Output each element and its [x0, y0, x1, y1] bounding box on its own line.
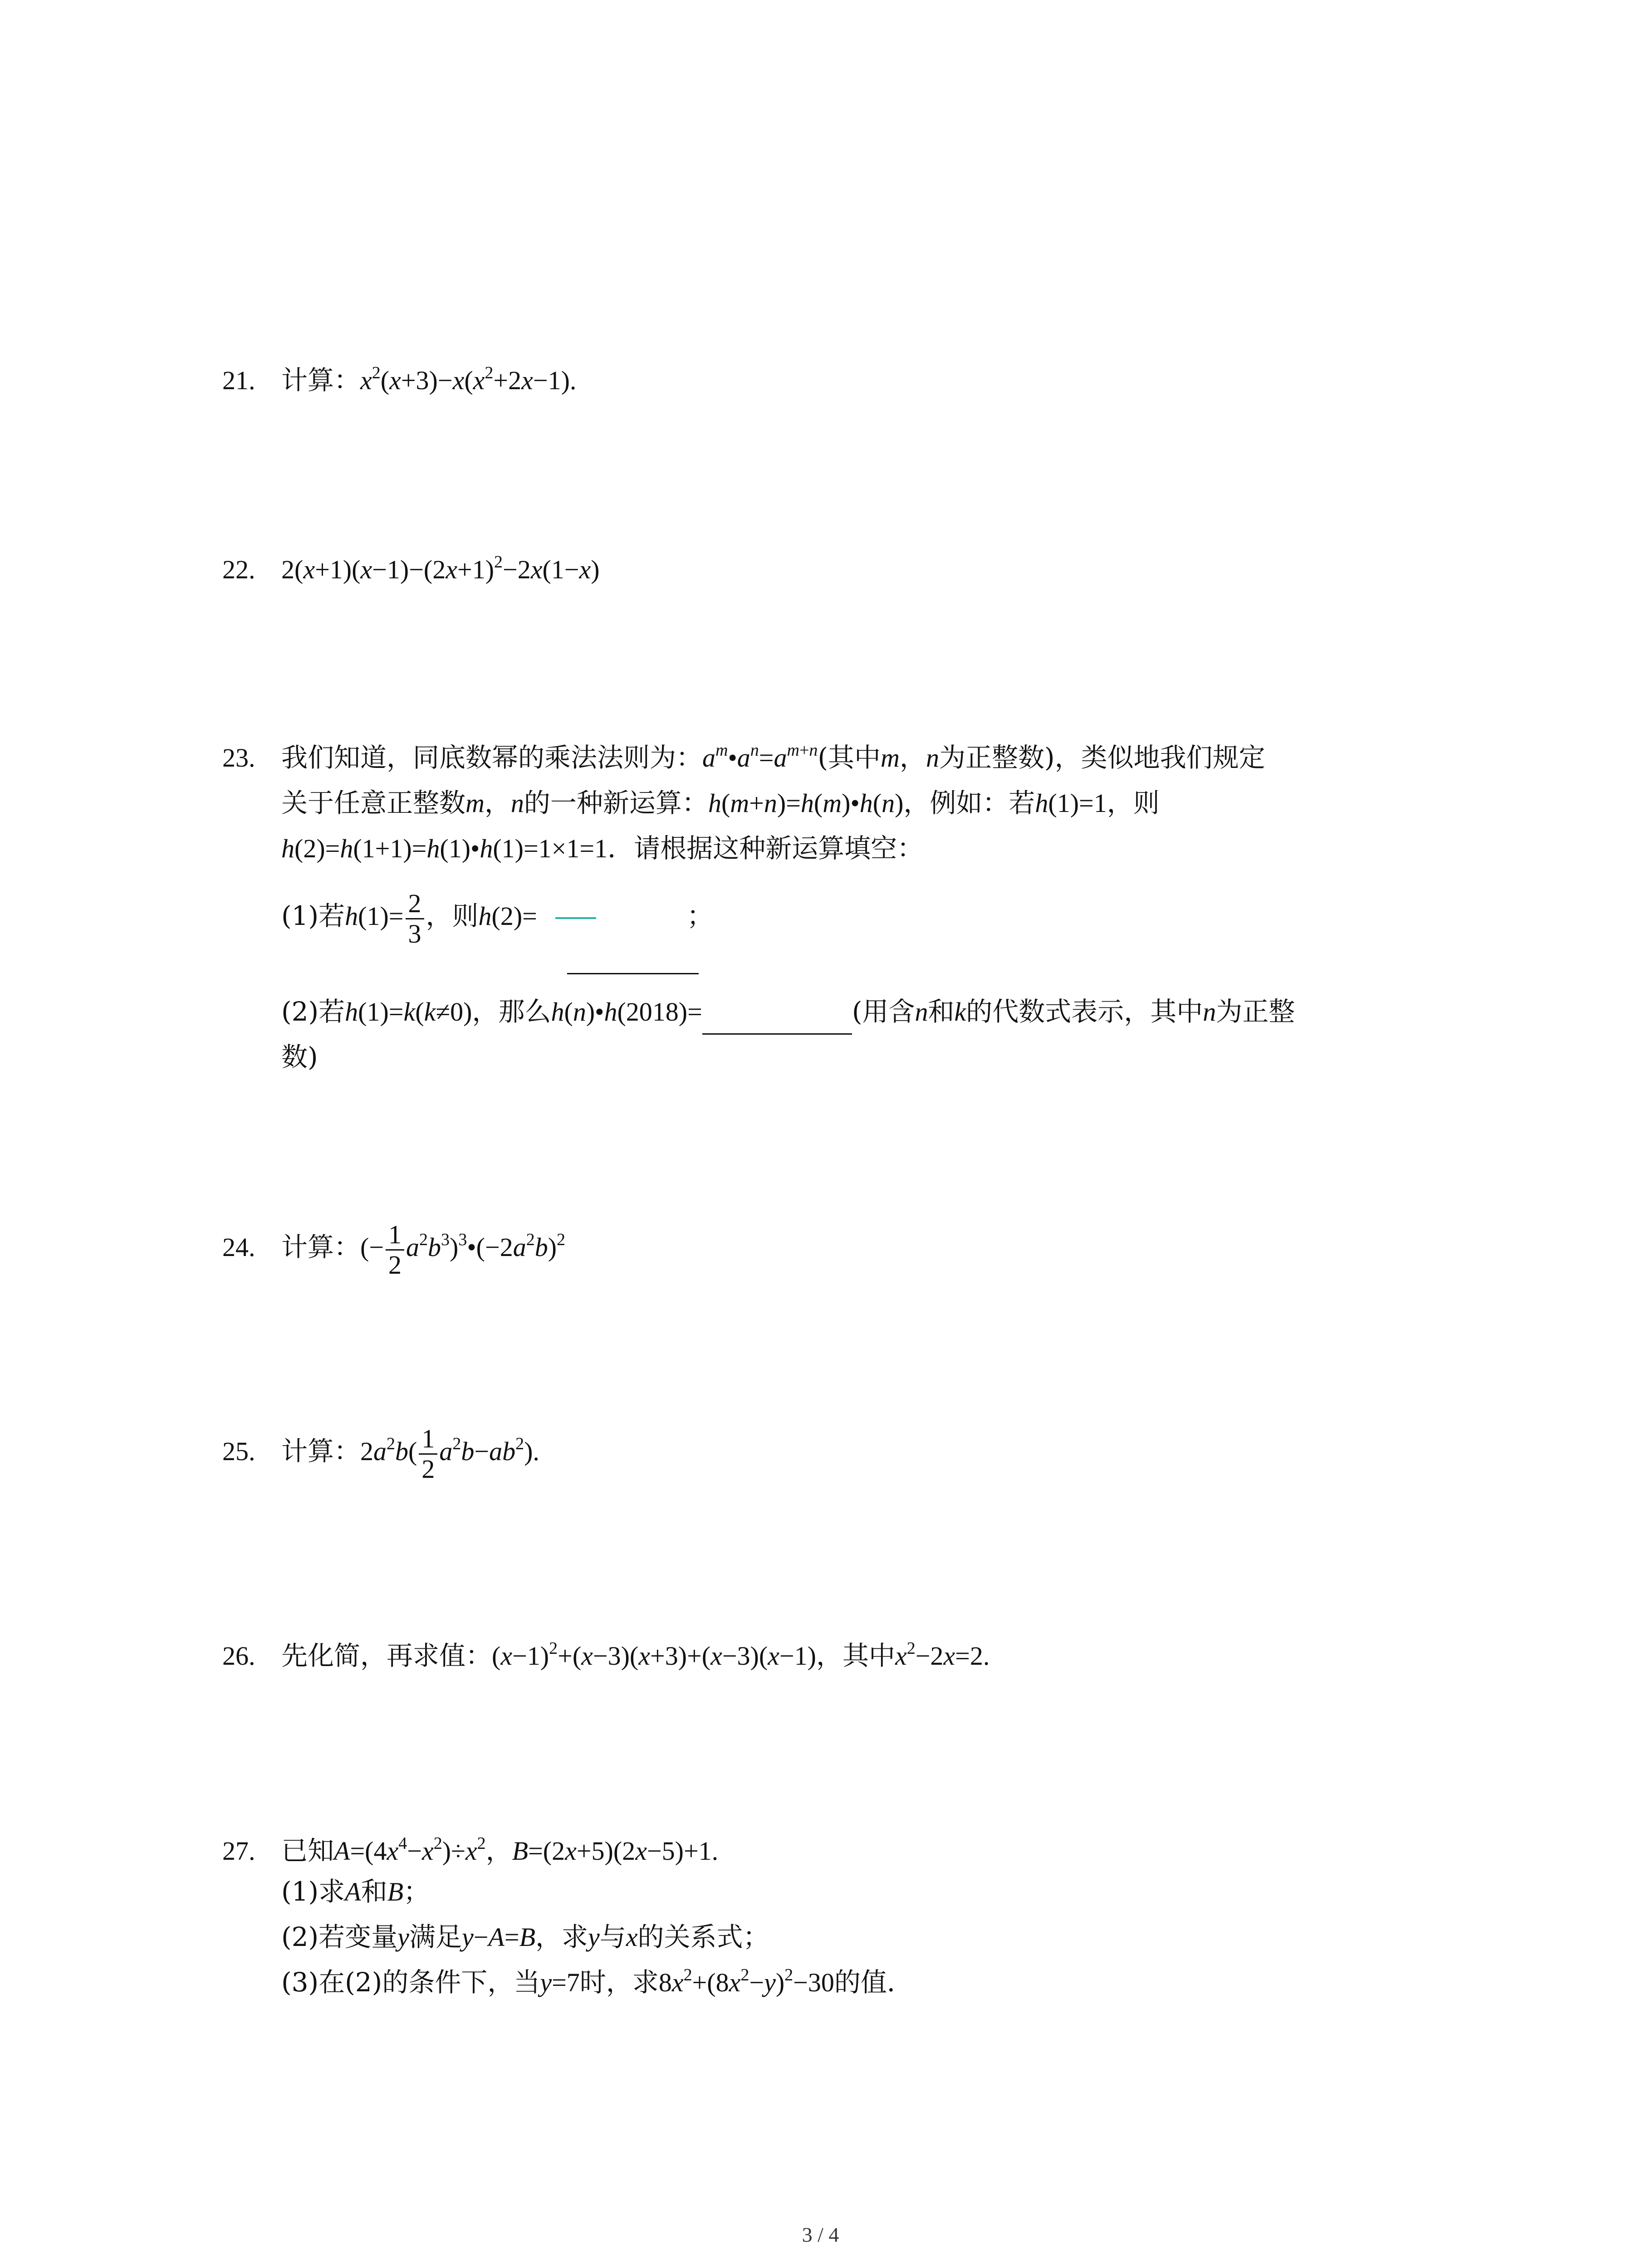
answer-dash [555, 917, 596, 919]
question-21 [222, 357, 576, 403]
question-text: ．请根据这种新运算填空： [607, 833, 924, 864]
question-number: 25. [222, 1436, 255, 1466]
answer-blank-2[interactable] [702, 1006, 852, 1035]
question-text: 我们知道，同底数幂的乘法法则为： [281, 742, 703, 773]
formula: $a^m•a^n=a^{m+n}$ [702, 741, 818, 772]
formula: h(2)=h(1+1)=h(1)•h(1)=1×1=1 [281, 834, 608, 863]
question-lead: 计算： [281, 1231, 361, 1262]
question-text: 的代数式表示，其中 [966, 996, 1203, 1027]
question-23-part-2: (2)若h(1)=k(k≠0)，那么h(n)•h(2018)= (用含n和k的代数式表示，其中n为正整 [281, 989, 1295, 1035]
question-text: ，则 [1107, 787, 1160, 818]
fraction: $\frac{1}{2}$ [419, 1424, 437, 1484]
formula: y−A=B [461, 1922, 535, 1952]
question-24 [222, 1220, 565, 1280]
question-lead: 已知 [281, 1835, 334, 1866]
question-number: 27. [222, 1836, 255, 1866]
question-lead: 先化简，再求值： [281, 1640, 492, 1671]
part-label: (3)在(2)的条件下，当 [281, 1967, 540, 1998]
question-23-line-2: 关于任意正整数m，n的一种新运算：h(m+n)=h(m)•h(n)，例如：若h(1)=1，则 [281, 787, 1160, 818]
question-23: 23. 我们知道，同底数幂的乘法法则为：$a^m•a^n=a^{m+n}$(其中m，n为正整数)，类似地我们规定 [222, 735, 1265, 781]
formula: h(2)= [478, 901, 537, 931]
formula: $2a^2b$( $\frac{1}{2}$ $a^2b-ab^2$). [360, 1424, 539, 1484]
question-number: 22. [222, 555, 255, 584]
question-text: ； [403, 1876, 430, 1907]
question-text: 的值． [834, 1967, 913, 1998]
question-text: 的关系式； [637, 1921, 769, 1952]
formula: $A=(4x^4-x^2)\div x^2$，B=(2x+5)(2x−5)+1. [334, 1834, 719, 1866]
question-number: 24. [222, 1232, 255, 1262]
formula: $x^2(x+3)-x(x^2+2x-1)$. [360, 363, 577, 395]
part-label: (2)若 [281, 996, 345, 1027]
question-text: ，求 [535, 1921, 588, 1952]
formula: (− $\frac{1}{2}$ $a^2b^3)^3•(-2a^2b)^2$ [360, 1220, 566, 1280]
part-label: (1)求 [281, 1876, 345, 1907]
formula: $(x-1)^2+(x-3)(x+3)+(x-3)(x-1)$ [492, 1639, 816, 1671]
question-text: 满足 [409, 1921, 462, 1952]
question-text: (用含 [852, 996, 915, 1027]
page-number: 3 / 4 [802, 2223, 839, 2246]
question-23-part-1 [281, 889, 713, 948]
question-text: (其中 [818, 742, 881, 773]
part-label: (1)若 [281, 900, 345, 931]
question-text: 数) [281, 1041, 318, 1072]
question-27-part-2: (2)若变量y满足y−A=B，求y与x的关系式； [281, 1921, 769, 1952]
question-text: ，那么 [472, 996, 551, 1027]
formula: h(1)=1 [1035, 788, 1107, 818]
question-27 [222, 1828, 718, 1874]
question-23-part-2-line-2 [281, 1034, 318, 1080]
question-22 [222, 547, 600, 592]
question-text: 关于任意正整数 [281, 787, 466, 818]
question-27-part-1: (1)求A和B； [281, 1876, 430, 1907]
question-text: ，其中 [816, 1640, 895, 1671]
part-label: (2)若变量 [281, 1921, 398, 1952]
fraction: $\frac{1}{2}$ [386, 1220, 404, 1280]
question-26 [222, 1633, 989, 1679]
question-23-line-3 [281, 826, 923, 871]
question-lead: 计算： [281, 365, 361, 396]
fraction: $\frac{2}{3}$ [406, 889, 424, 948]
formula: $2(x+1)(x-1)-(2x+1)^2-2x(1-x)$ [281, 552, 600, 584]
question-text: ，例如：若 [903, 787, 1035, 818]
question-text: 和 [361, 1876, 387, 1907]
formula: $8x^2+(8x^2-y)^2-30$ [658, 1965, 834, 1997]
question-text: 为正整 [1216, 996, 1295, 1027]
question-text: 时，求 [579, 1967, 659, 1998]
formula: h(n)•h(2018)= [551, 997, 702, 1026]
question-25 [222, 1424, 539, 1484]
question-text: 为正整数)，类似地我们规定 [939, 742, 1265, 773]
formula: h(1)=k(k≠0) [345, 997, 472, 1026]
formula: y=7 [540, 1968, 580, 1997]
formula: h(1)= $\frac{2}{3}$ [345, 901, 426, 931]
question-text: ，则 [426, 900, 479, 931]
question-number: 26. [222, 1641, 255, 1671]
question-text: ； [686, 900, 713, 931]
question-number: 21. [222, 366, 255, 395]
formula: h(m+n)=h(m)•h(n) [708, 788, 904, 818]
question-text: 的一种新运算： [524, 787, 708, 818]
question-lead: 计算： [281, 1435, 361, 1466]
question-27-part-3 [281, 1960, 913, 2005]
formula: $x^2-2x=2$. [895, 1639, 990, 1671]
question-text: 与 [599, 1921, 626, 1952]
question-number: 23. [222, 743, 255, 772]
answer-blank-1[interactable] [567, 973, 699, 974]
